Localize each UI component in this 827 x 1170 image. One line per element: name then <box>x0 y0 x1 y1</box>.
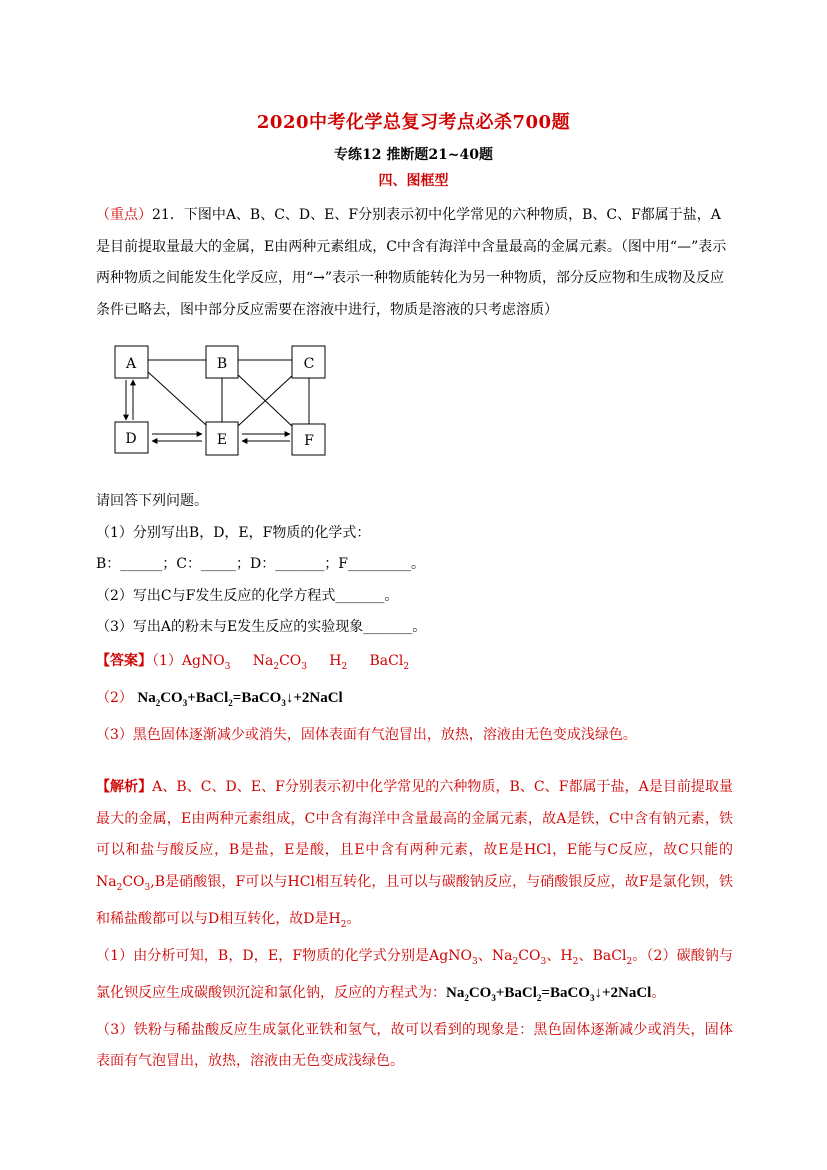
answer-1-prefix: （1） <box>152 653 182 669</box>
answer-na2co3: $Na_2CO_3$ <box>252 653 308 672</box>
sub-questions <box>96 486 736 644</box>
answer-line-2 <box>96 683 736 720</box>
svg-text:B: B <box>216 356 228 372</box>
reaction-diagram <box>104 340 344 460</box>
node-b <box>206 346 238 378</box>
svg-text:E: E <box>216 432 228 448</box>
answer-agno3: AgNO$_3$ <box>181 653 231 672</box>
prompt-text: 请回答下列问题。 <box>96 493 208 509</box>
node-c <box>292 346 325 378</box>
node-f <box>292 424 325 455</box>
answer-h2: $H_2$ <box>329 653 348 672</box>
analysis-block <box>96 772 733 1078</box>
node-d <box>115 422 148 453</box>
question-text <box>96 200 733 326</box>
question-tag: （重点） <box>96 207 152 223</box>
svg-text:C: C <box>303 356 315 372</box>
answer-2-prefix: （2） <box>96 690 133 707</box>
answer-line-1 <box>96 646 736 683</box>
node-a <box>115 346 148 378</box>
answer-bacl2: BaCl$_2$ <box>369 653 410 672</box>
sub-question-2: （2）写出C与F发生反应的化学方程式_______。 <box>96 587 399 604</box>
page-title: 2020中考化学总复习考点必杀700题 <box>256 112 571 133</box>
section-heading: 四、图框型 <box>378 173 449 189</box>
svg-text:F: F <box>304 433 314 449</box>
svg-text:D: D <box>125 431 137 447</box>
edge-a-e <box>148 372 206 425</box>
analysis-equation: $Na_2CO_3+BaCl_2=BaCO_3↓+2NaCl$ <box>446 985 652 1004</box>
sub-question-1-blanks: B：______；C：_____；D：_______；F_________。 <box>96 556 425 572</box>
answer-block <box>96 646 736 751</box>
sub-question-1: （1）分别写出B，D，E，F物质的化学式： <box>96 524 371 541</box>
page-subtitle: 专练12 推断题21~40题 <box>333 147 494 163</box>
answer-label: 【答案】 <box>96 653 152 669</box>
analysis-paragraph-3: （3）铁粉与稀盐酸反应生成氯化亚铁和氢气，故可以看到的现象是：黑色固体逐渐减少或消失，固体表面有气泡冒出，放热，溶液由无色变成浅绿色。 <box>96 1021 733 1070</box>
node-e <box>206 422 238 455</box>
answer-line-3: （3）黑色固体逐渐减少或消失，固体表面有气泡冒出，放热，溶液由无色变成浅绿色。 <box>96 726 637 743</box>
question-body: 21．下图中A、B、C、D、E、F分别表示初中化学常见的六种物质，B、C、F都属于盐，A是目前提取量最大的金属，E由两种元素组成，C中含有海洋中含量最高的金属元素。（图中用“—”表示两种物质之间能发生化学反应，用“→”表示一种物质能转化为另一种物质，部分反应物和生成物及反应条件已略去，图中部分反应需要在溶液中进行，物质是溶液的只考虑溶质） <box>96 207 727 318</box>
analysis-label: 【解析】 <box>96 779 153 795</box>
answer-equation: $Na_2CO_3+BaCl_2=BaCO_3↓+2NaCl$ <box>137 690 343 709</box>
edge-c-e <box>238 374 294 426</box>
analysis-paragraph-1: 【解析】A、B、C、D、E、F分别表示初中化学常见的六种物质，B、C、F都属于盐，A是目前提取量最大的金属，E由两种元素组成，C中含有海洋中含量最高的金属元素，故A是铁，C中含有钠元素，铁可以和盐与酸反应，B是盐，E是酸，且E中含有两种元素，故E是HCl，E能与C反应，故C只能的$Na_2CO_3,B$是硝酸银，F可以与HCl相互转化，且可以与碳酸钠反应，与硝酸银反应，故F是氯化钡，铁和稀盐酸都可以与D相互转化，故D是$H_2$。 <box>96 779 734 930</box>
svg-text:A: A <box>125 356 137 372</box>
sub-question-3: （3）写出A的粉末与E发生反应的实验现象_______。 <box>96 619 427 635</box>
analysis-paragraph-2: （1）由分析可知，B，D，E，F物质的化学式分别是AgNO$_3$、$Na_2CO_3$、$H_2$、BaCl$_2$。（2）碳酸钠与氯化钡反应生成碳酸钡沉淀和氯化钠，反应的方程式为：$Na_2CO_3+BaCl_2=BaCO_3↓+2NaCl$。 <box>96 948 733 1004</box>
